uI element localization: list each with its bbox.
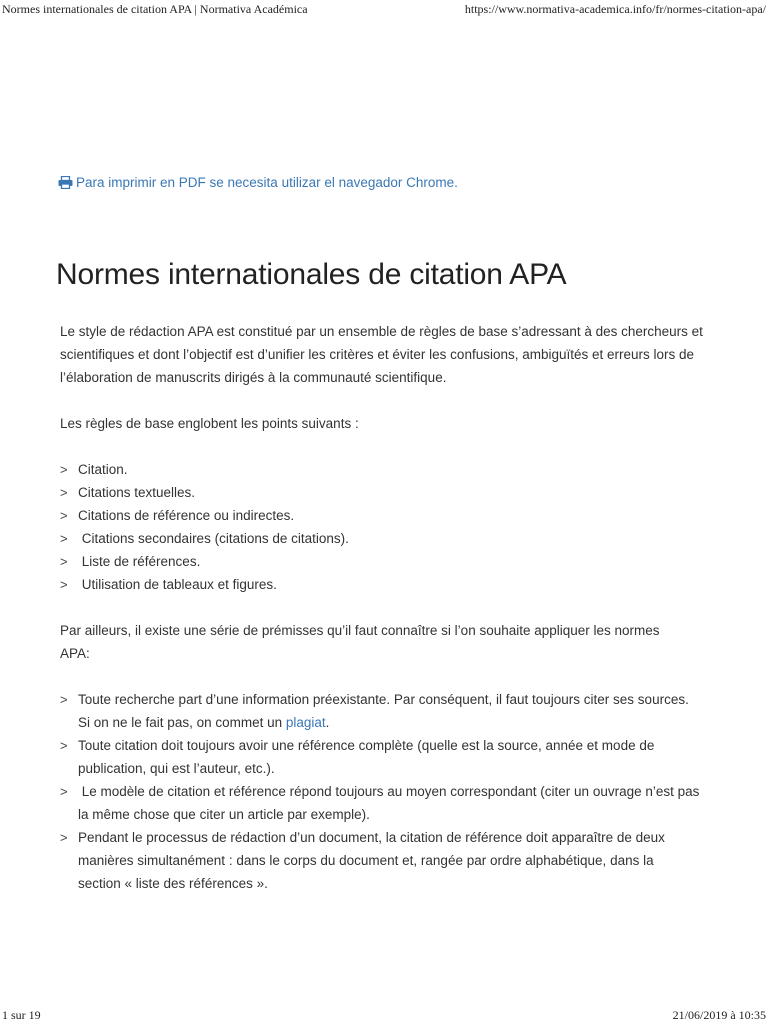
- premise-1-text: Toute recherche part d’une information préexistante. Par conséquent, il faut toujours citer ses sources. Si on ne le fait pas, on commet un: [78, 692, 689, 730]
- print-datetime: 21/06/2019 à 10:35: [672, 1008, 766, 1022]
- print-header: [0, 0, 768, 18]
- list-item: [60, 826, 700, 895]
- chevron-right-icon: >: [60, 692, 68, 707]
- list-item: > Citations textuelles.: [60, 481, 720, 504]
- chevron-right-icon: >: [60, 531, 68, 546]
- basics-list: [60, 458, 720, 596]
- chevron-right-icon: >: [60, 462, 68, 477]
- premise-4-text: Pendant le processus de rédaction d’un document, la citation de référence doit apparaître de deux manières simultanément : dans le corps du document et, rangée par ordre alphabétique, dans la section « liste des références ».: [78, 830, 665, 891]
- list-item: > Citations de référence ou indirectes.: [60, 504, 720, 527]
- list-item: > Utilisation de tableaux et figures.: [60, 573, 720, 596]
- plagiat-link[interactable]: plagiat: [285, 715, 326, 730]
- print-pdf-note-link[interactable]: [58, 175, 458, 190]
- premises-list: [60, 688, 704, 895]
- article-body: [60, 320, 720, 895]
- chevron-right-icon: >: [60, 554, 68, 569]
- chevron-right-icon: >: [60, 738, 68, 753]
- chevron-right-icon: >: [60, 508, 68, 523]
- list-item: [60, 734, 700, 780]
- basics-lead: Les règles de base englobent les points suivants :: [60, 416, 359, 431]
- intro-paragraph: Le style de rédaction APA est constitué par un ensemble de règles de base s’adressant à des chercheurs et scientifiques et dont l’objectif est d’unifier les critères et éviter les confusions, ambiguïtés et erreurs lors de l’élaboration de manuscrits dirigés à la communauté scientifique.: [60, 324, 703, 385]
- premise-3-text: Le modèle de citation et référence répond toujours au moyen correspondant (citer un ouvrage n’est pas la même chose que citer un article par exemple).: [78, 784, 704, 822]
- list-item: > Toute recherche part d’une information préexistante. Par conséquent, il faut toujours citer ses sources. Si on ne le fait pas, on commet un plagiat.: [60, 688, 700, 734]
- chevron-right-icon: >: [60, 784, 68, 799]
- page-title: Normes internationales de citation APA: [56, 258, 567, 291]
- page-number: 1 sur 19: [2, 1008, 41, 1022]
- print-footer: [0, 1006, 768, 1024]
- list-item: > Citations secondaires (citations de citations).: [60, 527, 720, 550]
- list-item: > Liste de références.: [60, 550, 720, 573]
- print-header-title: Normes internationales de citation APA | Normativa Académica: [2, 2, 308, 16]
- printer-icon: [58, 176, 73, 189]
- list-item: > Citation.: [60, 458, 720, 481]
- chevron-right-icon: >: [60, 485, 68, 500]
- chevron-right-icon: >: [60, 577, 68, 592]
- premises-lead: Par ailleurs, il existe une série de prémisses qu’il faut connaître si l’on souhaite appliquer les normes APA:: [60, 623, 660, 661]
- chevron-right-icon: >: [60, 830, 68, 845]
- print-header-url: https://www.normativa-academica.info/fr/normes-citation-apa/: [464, 2, 766, 16]
- premise-2-text: Toute citation doit toujours avoir une référence complète (quelle est la source, année et mode de publication, qui est l’auteur, etc.).: [78, 738, 655, 776]
- print-note-text: Para imprimir en PDF se necesita utilizar el navegador Chrome.: [76, 175, 458, 190]
- list-item: [60, 780, 704, 826]
